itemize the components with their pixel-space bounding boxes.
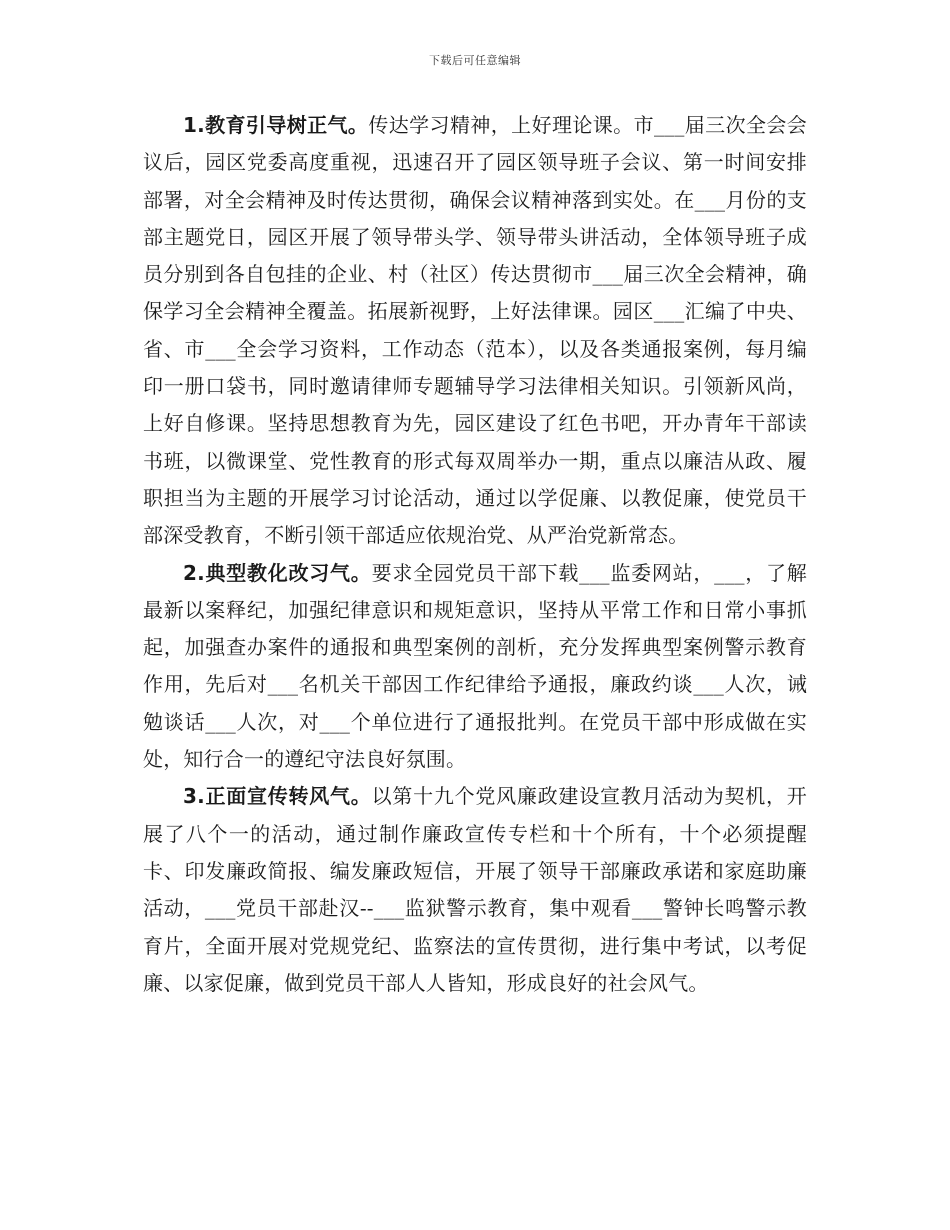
paragraph-heading: 1.教育引导树正气。 bbox=[183, 113, 369, 137]
paragraph-heading: 2.典型教化改习气。 bbox=[183, 560, 372, 585]
paragraph-typical-cases bbox=[143, 555, 807, 779]
paragraph-heading: 3.正面宣传转风气。 bbox=[183, 784, 372, 809]
paragraph-text: 要求全园党员干部下载___监委网站，___，了解最新以案释纪，加强纪律意识和规矩意识，坚持从平常工作和日常小事抓起，加强查办案件的通报和典型案例的剖析，充分发挥典型案例警示教育作用，先后对___名机关干部因工作纪律给予通报，廉政约谈___人次，诫勉谈话___人次，对___个单位进行了通报批判。在党员干部中形成做在实处，知行合一的遵纪守法良好氛围。 bbox=[143, 560, 807, 772]
page-header-note: 下载后可任意编辑 bbox=[429, 54, 521, 67]
document-body bbox=[143, 107, 807, 1002]
paragraph-text: 传达学习精神，上好理论课。市___届三次全会会议后，园区党委高度重视，迅速召开了园区领导班子会议、第一时间安排部署，对全会精神及时传达贯彻，确保会议精神落到实处。在___月份的支部主题党日，园区开展了领导带头学、领导带头讲活动，全体领导班子成员分别到各自包挂的企业、村（社区）传达贯彻市___届三次全会精神，确保学习全会精神全覆盖。拓展新视野，上好法律课。园区___汇编了中央、省、市___全会学习资料，工作动态（范本），以及各类通报案例，每月编印一册口袋书，同时邀请律师专题辅导学习法律相关知识。引领新风尚，上好自修课。坚持思想教育为先，园区建设了红色书吧，开办青年干部读书班，以微课堂、党性教育的形式每双周举办一期，重点以廉洁从政、履职担当为主题的开展学习讨论活动，通过以学促廉、以教促廉，使党员干部深受教育，不断引领干部适应依规治党、从严治党新常态。 bbox=[143, 113, 807, 548]
paragraph-publicity bbox=[143, 778, 807, 1002]
paragraph-text: 以第十九个党风廉政建设宣教月活动为契机，开展了八个一的活动，通过制作廉政宣传专栏和十个所有，十个必须提醒卡、印发廉政简报、编发廉政短信，开展了领导干部廉政承诺和家庭助廉活动，___党员干部赴汉--___监狱警示教育，集中观看___警钟长鸣警示教育片，全面开展对党规党纪、监察法的宣传贯彻，进行集中考试，以考促廉、以家促廉，做到党员干部人人皆知，形成良好的社会风气。 bbox=[143, 784, 808, 995]
paragraph-education bbox=[143, 107, 807, 555]
